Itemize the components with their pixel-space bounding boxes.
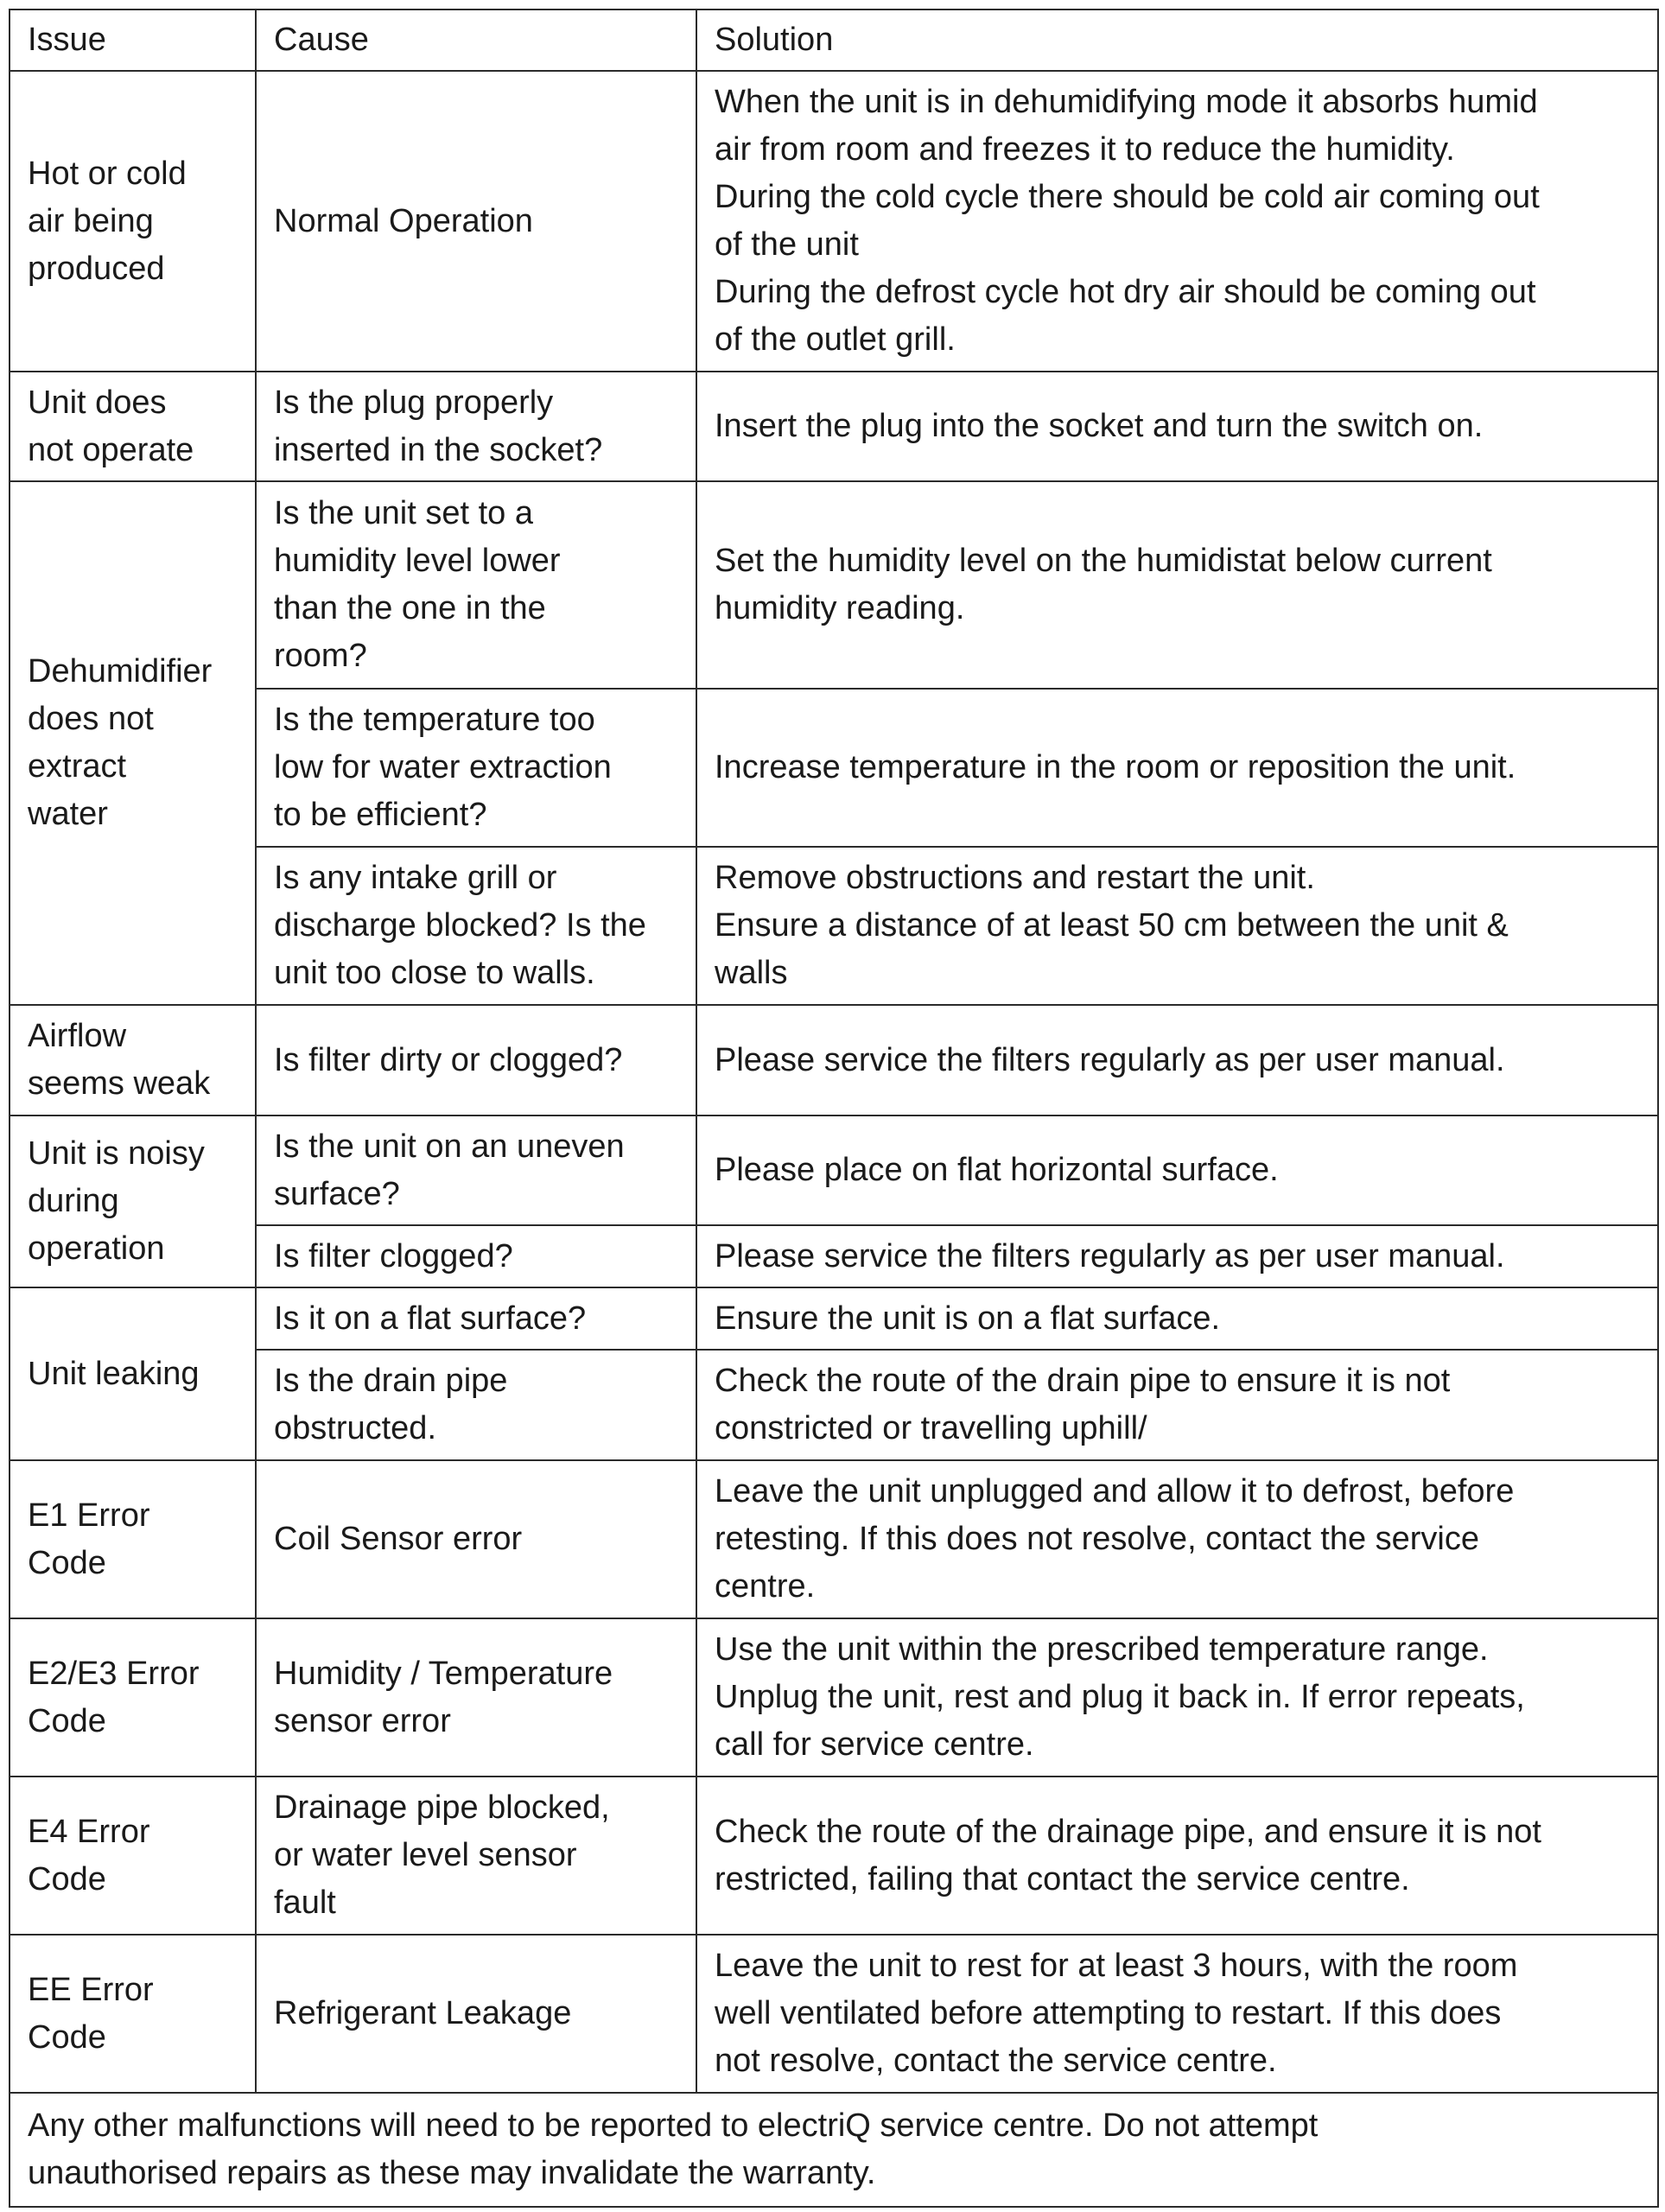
cause-cell: Is the drain pipe obstructed. — [256, 1350, 696, 1460]
cause-cell: Drainage pipe blocked, or water level sensor fault — [256, 1777, 696, 1935]
solution-cell: Leave the unit to rest for at least 3 hours, with the room well ventilated before attempting to restart. If this does not resolve, contact the service centre. — [696, 1935, 1658, 2093]
cause-cell: Is the plug properly inserted in the socket? — [256, 372, 696, 481]
issue-cell: Unit does not operate — [10, 372, 256, 481]
table-row — [10, 1005, 1658, 1116]
table-row — [10, 1777, 1658, 1935]
header-issue: Issue — [10, 10, 256, 71]
table-row — [10, 1116, 1658, 1225]
solution-cell: Increase temperature in the room or reposition the unit. — [696, 689, 1658, 847]
cause-cell: Is any intake grill or discharge blocked? Is the unit too close to walls. — [256, 847, 696, 1005]
solution-cell: Leave the unit unplugged and allow it to defrost, before retesting. If this does not resolve, contact the service centre. — [696, 1460, 1658, 1618]
solution-cell: Use the unit within the prescribed temperature range. Unplug the unit, rest and plug it back in. If error repeats, call for service centre. — [696, 1618, 1658, 1777]
table-row — [10, 1350, 1658, 1460]
cause-cell: Is filter clogged? — [256, 1225, 696, 1287]
solution-cell: Please service the filters regularly as per user manual. — [696, 1005, 1658, 1116]
cause-cell: Coil Sensor error — [256, 1460, 696, 1618]
issue-cell: Unit leaking — [10, 1287, 256, 1460]
issue-cell: E4 Error Code — [10, 1777, 256, 1935]
table-row — [10, 689, 1658, 847]
solution-cell: Check the route of the drainage pipe, and ensure it is not restricted, failing that contact the service centre. — [696, 1777, 1658, 1935]
table-row — [10, 1287, 1658, 1350]
cause-cell: Is filter dirty or clogged? — [256, 1005, 696, 1116]
table-row — [10, 372, 1658, 481]
footer-note: Any other malfunctions will need to be reported to electriQ service centre. Do not attempt unauthorised repairs as these may invalidate the warranty. — [10, 2093, 1658, 2207]
cause-cell: Is it on a flat surface? — [256, 1287, 696, 1350]
cause-cell: Is the temperature too low for water extraction to be efficient? — [256, 689, 696, 847]
solution-cell: Check the route of the drain pipe to ensure it is not constricted or travelling uphill/ — [696, 1350, 1658, 1460]
header-cause: Cause — [256, 10, 696, 71]
issue-cell: Unit is noisy during operation — [10, 1116, 256, 1287]
table-row — [10, 481, 1658, 689]
table-row — [10, 1225, 1658, 1287]
solution-cell: Please place on flat horizontal surface. — [696, 1116, 1658, 1225]
solution-cell: Ensure the unit is on a flat surface. — [696, 1287, 1658, 1350]
cause-cell: Humidity / Temperature sensor error — [256, 1618, 696, 1777]
issue-cell: EE Error Code — [10, 1935, 256, 2093]
issue-cell: Hot or cold air being produced — [10, 71, 256, 372]
table-row — [10, 847, 1658, 1005]
solution-cell: When the unit is in dehumidifying mode it absorbs humid air from room and freezes it to reduce the humidity. During the cold cycle there should be cold air coming out of the unit During the defrost cycle hot dry air should be coming out of the outlet grill. — [696, 71, 1658, 372]
issue-cell: Dehumidifier does not extract water — [10, 481, 256, 1005]
cause-cell: Is the unit on an uneven surface? — [256, 1116, 696, 1225]
footer-row — [10, 2093, 1658, 2207]
cause-cell: Is the unit set to a humidity level lower than the one in the room? — [256, 481, 696, 689]
solution-cell: Insert the plug into the socket and turn the switch on. — [696, 372, 1658, 481]
solution-cell: Please service the filters regularly as per user manual. — [696, 1225, 1658, 1287]
header-solution: Solution — [696, 10, 1658, 71]
header-row — [10, 10, 1658, 71]
issue-cell: E1 Error Code — [10, 1460, 256, 1618]
table-row — [10, 1935, 1658, 2093]
table-row — [10, 1460, 1658, 1618]
issue-cell: Airflow seems weak — [10, 1005, 256, 1116]
table-row — [10, 1618, 1658, 1777]
cause-cell: Refrigerant Leakage — [256, 1935, 696, 2093]
issue-cell: E2/E3 Error Code — [10, 1618, 256, 1777]
solution-cell: Set the humidity level on the humidistat below current humidity reading. — [696, 481, 1658, 689]
troubleshooting-table — [9, 9, 1659, 2208]
table-row — [10, 71, 1658, 372]
cause-cell: Normal Operation — [256, 71, 696, 372]
solution-cell: Remove obstructions and restart the unit. Ensure a distance of at least 50 cm between the unit & walls — [696, 847, 1658, 1005]
